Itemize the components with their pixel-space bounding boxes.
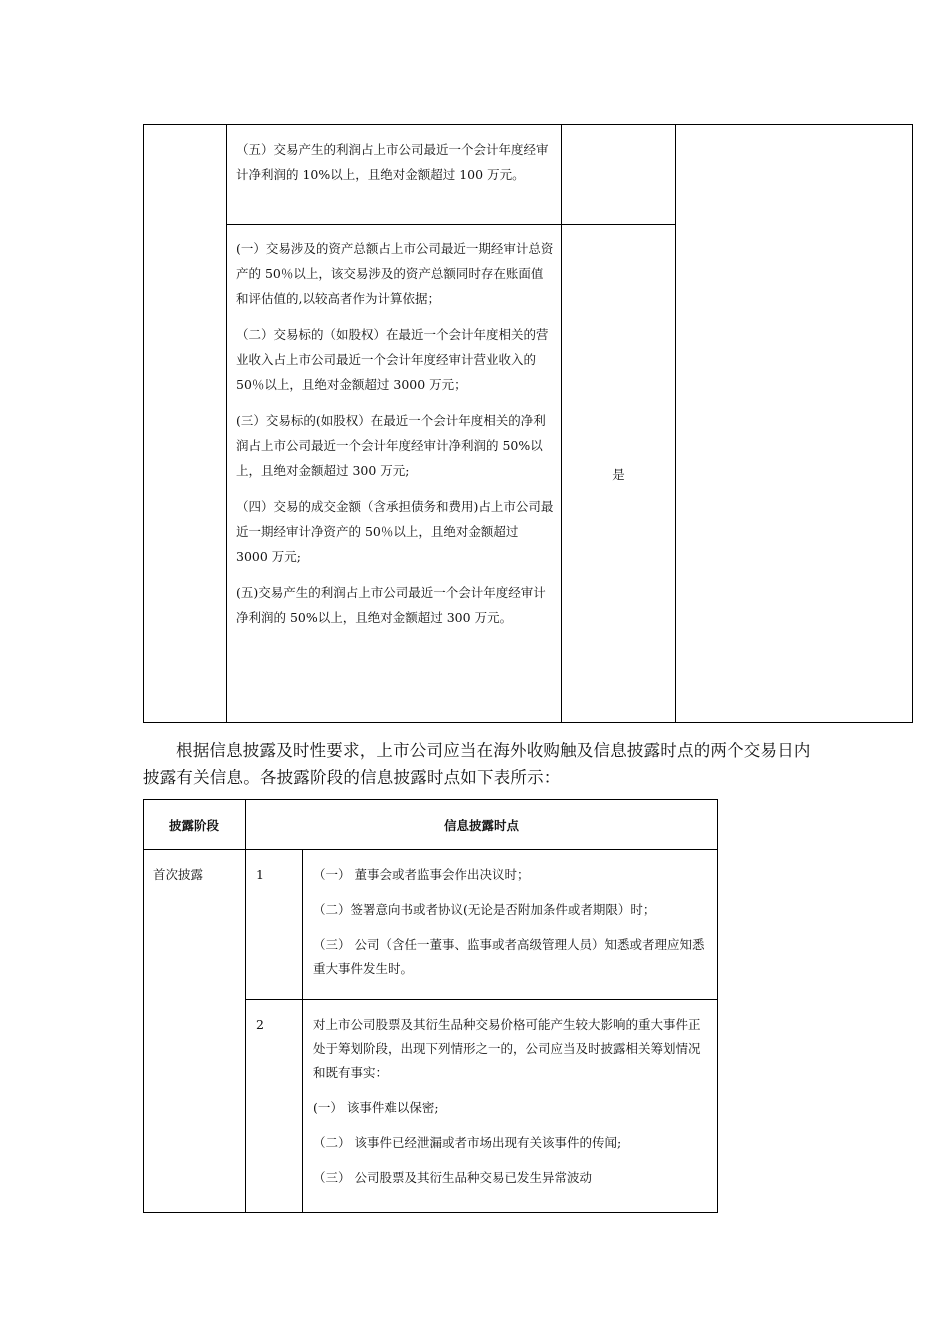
header-stage: 披露阶段	[168, 818, 219, 833]
stage-first-disclosure: 首次披露	[153, 867, 204, 882]
item-2-line-3: （二） 该事件已经泄漏或者市场出现有关该事件的传闻;	[313, 1135, 622, 1150]
item-1-line-1: （一） 董事会或者监事会作出决议时；	[313, 867, 530, 882]
paragraph-text: 根据信息披露及时性要求，上市公司应当在海外收购触及信息披露时点的两个交易日内披露有关信息。各披露阶段的信息披露时点如下表所示：	[143, 741, 811, 787]
item-1-line-3: （三） 公司（含任一董事、监事或者高级管理人员）知悉或者理应知悉重大事件发生时。	[313, 937, 705, 976]
item-number-2: 2	[256, 1017, 264, 1032]
threshold-table	[143, 124, 913, 723]
item-2-line-2: (一） 该事件难以保密;	[313, 1100, 439, 1115]
condition-cell-row2	[236, 236, 554, 641]
disclosure-table	[143, 799, 718, 1213]
item-2-line-1: 对上市公司股票及其衍生品种交易价格可能产生较大影响的重大事件正处于筹划阶段，出现下列情形之一的，公司应当及时披露相关筹划情况和既有事实：	[313, 1017, 701, 1080]
condition-2: （二）交易标的（如股权）在最近一个会计年度相关的营业收入占上市公司最近一个会计年度经审计营业收入的 50％以上，且绝对金额超过 3000 万元；	[236, 327, 549, 392]
header-timepoint: 信息披露时点	[443, 818, 519, 833]
condition-3: (三）交易标的(如股权）在最近一个会计年度相关的净利润占上市公司最近一个会计年度经审计净利润的 50%以上，且绝对金额超过 300 万元;	[236, 413, 546, 478]
item-2-line-4: （三） 公司股票及其衍生品种交易已发生异常波动	[313, 1170, 592, 1185]
condition-4: （四）交易的成交金额（含承担债务和费用)占上市公司最近一期经审计净资产的 50％以上，且绝对金额超过 3000 万元;	[236, 499, 554, 564]
item-content-1	[313, 863, 709, 992]
condition-text: （五）交易产生的利润占上市公司最近一个会计年度经审计净利润的 10%以上，且绝对金额超过 100 万元。	[236, 142, 549, 182]
item-content-2	[313, 1013, 709, 1201]
condition-1: (一）交易涉及的资产总额占上市公司最近一期经审计总资产的 50％以上，该交易涉及的资产总额同时存在账面值和评估值的,以较高者作为计算依据；	[236, 241, 554, 306]
condition-cell-row1	[236, 137, 554, 198]
applicable-value: 是	[612, 467, 625, 482]
item-1-line-2: （二）签署意向书或者协议(无论是否附加条件或者期限）时；	[313, 902, 656, 917]
condition-5: (五)交易产生的利润占上市公司最近一个会计年度经审计净利润的 50%以上，且绝对金额超过 300 万元。	[236, 585, 546, 625]
body-paragraph	[143, 737, 823, 791]
item-number-1: 1	[256, 867, 264, 882]
